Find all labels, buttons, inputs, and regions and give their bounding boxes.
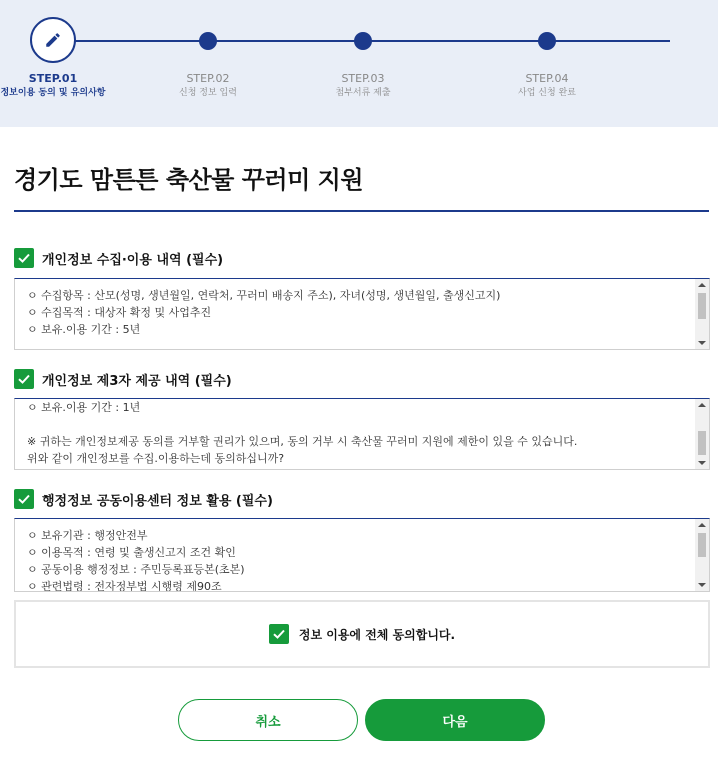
step-1-label (0, 72, 123, 100)
next-button[interactable]: 다음 (365, 699, 545, 741)
step-4-indicator (538, 32, 556, 50)
terms-line: 위와 같이 개인정보를 수집.이용하는데 동의하십니까? (27, 452, 285, 465)
section-2-checkbox[interactable] (14, 369, 34, 389)
check-icon (17, 492, 31, 506)
step-2-indicator (199, 32, 217, 50)
section-title: 개인정보 수집·이용 내역 (필수) (42, 252, 224, 268)
step-number: STEP.02 (186, 72, 230, 85)
terms-line: ㅇ 수집목적 : 대상자 확정 및 사업추진 (27, 306, 212, 319)
check-icon (17, 251, 31, 265)
section-title: 개인정보 제3자 제공 내역 (필수) (42, 373, 232, 389)
step-2-label (138, 72, 278, 100)
scrollbar[interactable] (695, 279, 709, 349)
title-divider (14, 210, 709, 212)
scroll-up-arrow-icon[interactable] (698, 523, 706, 527)
terms-line: ㅇ 수집항목 : 산모(성명, 생년월일, 연락처, 꾸러미 배송지 주소), 자녀(성명, 생년월일, 출생신고지) (27, 289, 501, 302)
section-1-checkbox[interactable] (14, 248, 34, 268)
section-3-checkbox[interactable] (14, 489, 34, 509)
scroll-thumb[interactable] (698, 293, 706, 319)
check-icon (17, 372, 31, 386)
step-description: 첨부서류 제출 (335, 88, 391, 98)
terms-line: ㅇ 관련법령 : 전자정부법 시행령 제90조 (27, 580, 222, 592)
terms-line (27, 416, 681, 433)
scroll-up-arrow-icon[interactable] (698, 283, 706, 287)
agree-all-box (14, 600, 710, 668)
section-privacy-collection-terms[interactable] (14, 278, 710, 350)
scrollbar[interactable] (695, 519, 709, 591)
terms-line: ㅇ 이용목적 : 연령 및 출생신고지 조건 확인 (27, 546, 236, 559)
page-title: 경기도 맘튼튼 축산물 꾸러미 지원 (14, 166, 363, 194)
scroll-thumb[interactable] (698, 431, 706, 455)
step-number: STEP.01 (28, 72, 78, 85)
section-privacy-collection-header (14, 248, 223, 268)
scroll-down-arrow-icon[interactable] (698, 461, 706, 465)
terms-line: ※ 귀하는 개인정보제공 동의를 거부할 권리가 있으며, 동의 거부 시 축산물 꾸러미 지원에 제한이 있을 수 있습니다. (27, 435, 578, 448)
section-admin-info-header (14, 489, 273, 509)
step-description: 신청 정보 입력 (179, 88, 237, 98)
progress-stepper (0, 0, 718, 127)
section-title: 행정정보 공동이용센터 정보 활용 (필수) (42, 493, 273, 509)
check-icon (272, 627, 286, 641)
scroll-thumb[interactable] (698, 533, 706, 557)
scroll-down-arrow-icon[interactable] (698, 583, 706, 587)
cancel-button[interactable]: 취소 (178, 699, 358, 741)
section-third-party-terms[interactable] (14, 398, 710, 470)
terms-line: ㅇ 보유.이용 기간 : 1년 (27, 401, 141, 414)
step-3-label (293, 72, 433, 100)
step-4-label (477, 72, 617, 100)
scrollbar[interactable] (695, 399, 709, 469)
step-number: STEP.04 (525, 72, 569, 85)
scroll-up-arrow-icon[interactable] (698, 403, 706, 407)
pencil-icon (44, 31, 62, 49)
step-1-indicator (30, 17, 76, 63)
section-third-party-header (14, 369, 232, 389)
step-3-indicator (354, 32, 372, 50)
terms-line: ㅇ 보유기관 : 행정안전부 (27, 529, 148, 542)
scroll-down-arrow-icon[interactable] (698, 341, 706, 345)
step-description: 사업 신청 완료 (518, 88, 576, 98)
step-description: 정보이용 동의 및 유의사항 (0, 88, 106, 98)
section-admin-info-terms[interactable] (14, 518, 710, 592)
terms-line: ㅇ 보유.이용 기간 : 5년 (27, 323, 141, 336)
agree-all-label[interactable]: 정보 이용에 전체 동의합니다. (298, 627, 456, 642)
step-number: STEP.03 (341, 72, 385, 85)
terms-line: ㅇ 공동이용 행정정보 : 주민등록표등본(초본) (27, 563, 245, 576)
agree-all-checkbox[interactable] (269, 624, 289, 644)
